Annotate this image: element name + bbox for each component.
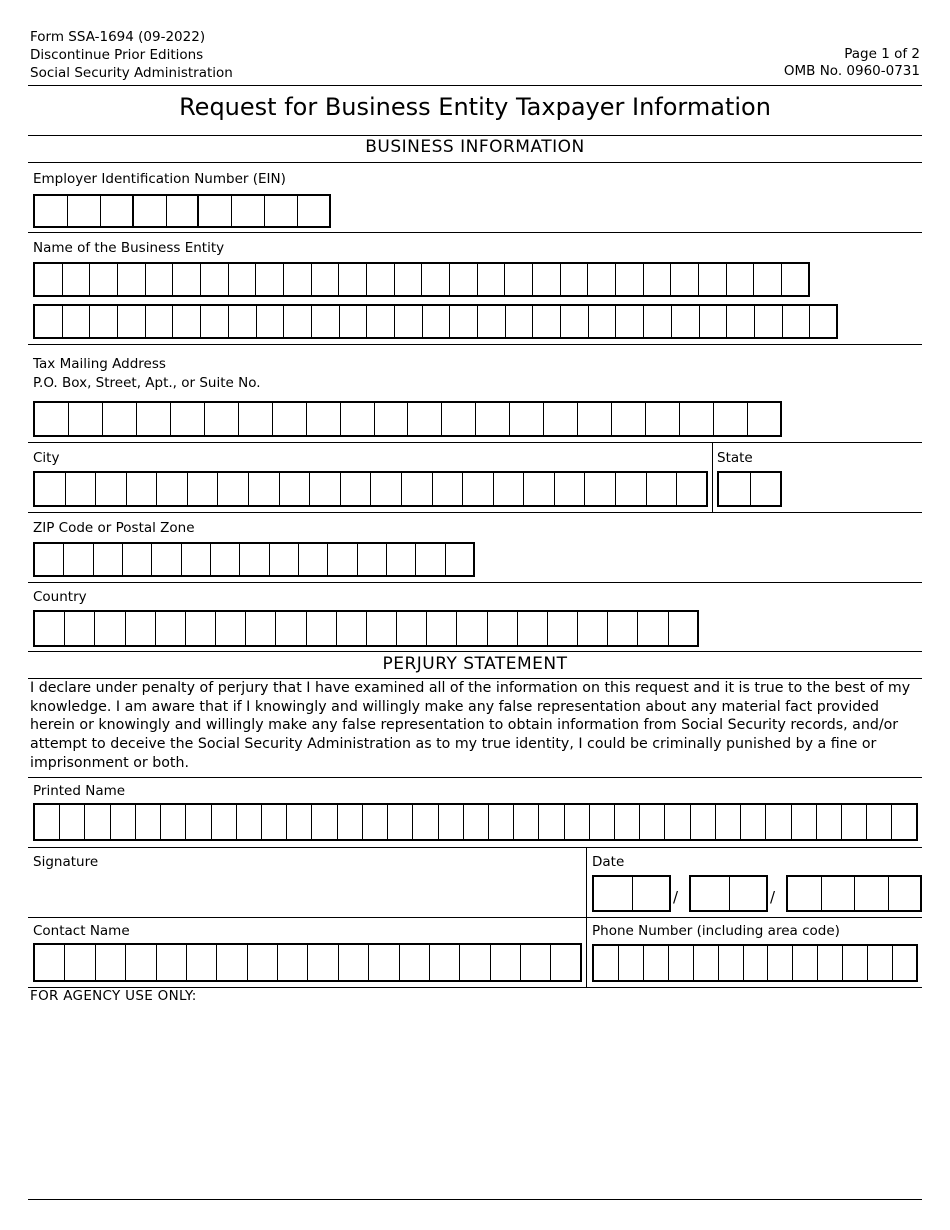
character-box[interactable] xyxy=(450,304,478,339)
character-box[interactable] xyxy=(188,471,219,507)
perjury-statement-heading: PERJURY STATEMENT xyxy=(382,654,568,674)
character-box[interactable] xyxy=(367,262,395,297)
character-box[interactable] xyxy=(256,262,284,297)
character-box[interactable] xyxy=(730,875,769,912)
business-information-heading: BUSINESS INFORMATION xyxy=(365,137,585,157)
character-box[interactable] xyxy=(363,803,388,841)
character-box[interactable] xyxy=(548,610,578,647)
character-box[interactable] xyxy=(205,401,239,437)
date-month-input[interactable] xyxy=(592,875,671,912)
page-number: Page 1 of 2 xyxy=(844,46,920,62)
date-year-input[interactable] xyxy=(786,875,922,912)
character-box[interactable] xyxy=(367,610,397,647)
state-label: State xyxy=(717,450,753,466)
character-box[interactable] xyxy=(748,401,782,437)
city-input[interactable] xyxy=(33,471,708,507)
character-box[interactable] xyxy=(694,944,719,982)
character-box[interactable] xyxy=(299,542,328,577)
character-box[interactable] xyxy=(842,803,867,841)
character-box[interactable] xyxy=(792,803,817,841)
phone-input[interactable] xyxy=(592,944,918,982)
character-box[interactable] xyxy=(585,471,616,507)
character-box[interactable] xyxy=(167,194,200,228)
character-box[interactable] xyxy=(680,401,714,437)
character-box[interactable] xyxy=(35,610,65,647)
character-box[interactable] xyxy=(423,304,451,339)
character-box[interactable] xyxy=(633,875,672,912)
character-box[interactable] xyxy=(427,610,457,647)
character-box[interactable] xyxy=(561,262,589,297)
character-box[interactable] xyxy=(126,610,156,647)
character-box[interactable] xyxy=(68,194,101,228)
character-box[interactable] xyxy=(182,542,211,577)
character-box[interactable] xyxy=(817,803,842,841)
character-box[interactable] xyxy=(310,471,341,507)
business-name-input-line-1[interactable] xyxy=(33,262,810,297)
character-box[interactable] xyxy=(402,471,433,507)
character-box[interactable] xyxy=(395,262,423,297)
character-box[interactable] xyxy=(339,262,367,297)
character-box[interactable] xyxy=(262,803,287,841)
character-box[interactable] xyxy=(478,304,506,339)
character-box[interactable] xyxy=(766,803,791,841)
character-box[interactable] xyxy=(460,943,490,982)
character-box[interactable] xyxy=(565,803,590,841)
character-box[interactable] xyxy=(287,803,312,841)
character-box[interactable] xyxy=(90,304,118,339)
character-box[interactable] xyxy=(388,803,413,841)
character-box[interactable] xyxy=(783,304,811,339)
character-box[interactable] xyxy=(612,401,646,437)
character-box[interactable] xyxy=(239,401,273,437)
character-box[interactable] xyxy=(369,943,399,982)
character-box[interactable] xyxy=(186,803,211,841)
country-input[interactable] xyxy=(33,610,699,647)
address-input[interactable] xyxy=(33,401,782,437)
character-box[interactable] xyxy=(35,542,64,577)
character-box[interactable] xyxy=(782,262,810,297)
character-box[interactable] xyxy=(889,875,923,912)
character-box[interactable] xyxy=(714,401,748,437)
character-box[interactable] xyxy=(868,944,893,982)
character-box[interactable] xyxy=(615,803,640,841)
character-box[interactable] xyxy=(94,542,123,577)
character-box[interactable] xyxy=(312,304,340,339)
city-label: City xyxy=(33,450,60,466)
character-box[interactable] xyxy=(284,262,312,297)
business-name-label: Name of the Business Entity xyxy=(33,240,225,256)
character-box[interactable] xyxy=(307,401,341,437)
character-box[interactable] xyxy=(126,943,156,982)
character-box[interactable] xyxy=(640,803,665,841)
character-box[interactable] xyxy=(476,401,510,437)
character-box[interactable] xyxy=(818,944,843,982)
character-box[interactable] xyxy=(341,401,375,437)
character-box[interactable] xyxy=(521,943,551,982)
character-box[interactable] xyxy=(273,401,307,437)
character-box[interactable] xyxy=(85,803,110,841)
character-box[interactable] xyxy=(843,944,868,982)
character-box[interactable] xyxy=(63,262,91,297)
printed-name-input[interactable] xyxy=(33,803,918,841)
character-box[interactable] xyxy=(240,542,269,577)
character-box[interactable] xyxy=(665,803,690,841)
address-sublabel: P.O. Box, Street, Apt., or Suite No. xyxy=(33,375,261,391)
character-box[interactable] xyxy=(751,471,783,507)
zip-input[interactable] xyxy=(33,542,475,577)
date-separator-2: / xyxy=(770,888,776,906)
character-box[interactable] xyxy=(646,401,680,437)
character-box[interactable] xyxy=(892,803,917,841)
character-box[interactable] xyxy=(338,803,363,841)
character-box[interactable] xyxy=(810,304,838,339)
character-box[interactable] xyxy=(510,401,544,437)
character-box[interactable] xyxy=(249,471,280,507)
character-box[interactable] xyxy=(413,803,438,841)
character-box[interactable] xyxy=(400,943,430,982)
character-box[interactable] xyxy=(672,304,700,339)
character-box[interactable] xyxy=(229,262,257,297)
character-box[interactable] xyxy=(488,610,518,647)
character-box[interactable] xyxy=(35,194,68,228)
character-box[interactable] xyxy=(95,610,125,647)
character-box[interactable] xyxy=(218,471,249,507)
agency-use-label: FOR AGENCY USE ONLY: xyxy=(30,988,197,1004)
character-box[interactable] xyxy=(371,471,402,507)
character-box[interactable] xyxy=(691,803,716,841)
character-box[interactable] xyxy=(156,610,186,647)
character-box[interactable] xyxy=(65,610,95,647)
character-box[interactable] xyxy=(422,262,450,297)
character-box[interactable] xyxy=(489,803,514,841)
character-box[interactable] xyxy=(793,944,818,982)
character-box[interactable] xyxy=(340,304,368,339)
page-title: Request for Business Entity Taxpayer Information xyxy=(179,93,771,121)
character-box[interactable] xyxy=(561,304,589,339)
form-number: Form SSA-1694 (09-2022) xyxy=(30,29,206,45)
character-box[interactable] xyxy=(270,542,299,577)
signature-field[interactable] xyxy=(33,872,581,912)
character-box[interactable] xyxy=(855,875,889,912)
perjury-statement-text: I declare under penalty of perjury that I have examined all of the information on this request and it is true to the best of my knowledge. I am aware that if I knowingly and willingly make any false representation about any material fact provided herein or knowingly and willingly make any false representation to obtain information from Social Security records, and/or attempt to deceive the Social Security Administration as to my true identity, I could be criminally punished by a fine or imprisonment or both. xyxy=(30,680,911,771)
character-box[interactable] xyxy=(35,304,63,339)
character-box[interactable] xyxy=(367,304,395,339)
character-box[interactable] xyxy=(265,194,298,228)
character-box[interactable] xyxy=(506,304,534,339)
character-box[interactable] xyxy=(457,610,487,647)
character-box[interactable] xyxy=(616,471,647,507)
character-box[interactable] xyxy=(246,610,276,647)
character-box[interactable] xyxy=(35,401,69,437)
character-box[interactable] xyxy=(35,803,60,841)
character-box[interactable] xyxy=(450,262,478,297)
character-box[interactable] xyxy=(387,542,416,577)
omb-number: OMB No. 0960-0731 xyxy=(783,63,920,79)
character-box[interactable] xyxy=(669,944,694,982)
character-box[interactable] xyxy=(96,471,127,507)
character-box[interactable] xyxy=(408,401,442,437)
character-box[interactable] xyxy=(171,401,205,437)
character-box[interactable] xyxy=(544,401,578,437)
character-box[interactable] xyxy=(788,875,822,912)
character-box[interactable] xyxy=(187,943,217,982)
character-box[interactable] xyxy=(280,471,311,507)
character-box[interactable] xyxy=(216,610,246,647)
address-label: Tax Mailing Address xyxy=(33,356,166,372)
character-box[interactable] xyxy=(35,471,66,507)
character-box[interactable] xyxy=(358,542,387,577)
character-box[interactable] xyxy=(60,803,85,841)
ein-label: Employer Identification Number (EIN) xyxy=(33,171,286,187)
character-box[interactable] xyxy=(719,944,744,982)
agency-name: Social Security Administration xyxy=(30,65,233,81)
character-box[interactable] xyxy=(65,943,95,982)
character-box[interactable] xyxy=(308,943,338,982)
character-box[interactable] xyxy=(619,944,644,982)
character-box[interactable] xyxy=(186,610,216,647)
character-box[interactable] xyxy=(173,304,201,339)
character-box[interactable] xyxy=(464,803,489,841)
character-box[interactable] xyxy=(754,262,782,297)
character-box[interactable] xyxy=(134,194,167,228)
character-box[interactable] xyxy=(446,542,475,577)
character-box[interactable] xyxy=(744,944,769,982)
character-box[interactable] xyxy=(716,803,741,841)
character-box[interactable] xyxy=(217,943,247,982)
character-box[interactable] xyxy=(341,471,372,507)
character-box[interactable] xyxy=(101,194,134,228)
date-separator-1: / xyxy=(673,888,679,906)
character-box[interactable] xyxy=(146,262,174,297)
character-box[interactable] xyxy=(768,944,793,982)
character-box[interactable] xyxy=(248,943,278,982)
character-box[interactable] xyxy=(699,262,727,297)
character-box[interactable] xyxy=(616,262,644,297)
character-box[interactable] xyxy=(416,542,445,577)
character-box[interactable] xyxy=(589,304,617,339)
character-box[interactable] xyxy=(644,304,672,339)
character-box[interactable] xyxy=(594,944,619,982)
character-box[interactable] xyxy=(339,943,369,982)
character-box[interactable] xyxy=(638,610,668,647)
character-box[interactable] xyxy=(173,262,201,297)
agency-use-area xyxy=(30,1008,920,1193)
character-box[interactable] xyxy=(727,304,755,339)
character-box[interactable] xyxy=(755,304,783,339)
character-box[interactable] xyxy=(211,542,240,577)
character-box[interactable] xyxy=(278,943,308,982)
date-label: Date xyxy=(592,854,625,870)
signature-label: Signature xyxy=(33,854,99,870)
character-box[interactable] xyxy=(395,304,423,339)
character-box[interactable] xyxy=(103,401,137,437)
character-box[interactable] xyxy=(127,471,158,507)
character-box[interactable] xyxy=(533,262,561,297)
character-box[interactable] xyxy=(375,401,409,437)
character-box[interactable] xyxy=(590,803,615,841)
character-box[interactable] xyxy=(741,803,766,841)
character-box[interactable] xyxy=(822,875,856,912)
character-box[interactable] xyxy=(90,262,118,297)
character-box[interactable] xyxy=(111,803,136,841)
character-box[interactable] xyxy=(284,304,312,339)
character-box[interactable] xyxy=(430,943,460,982)
character-box[interactable] xyxy=(505,262,533,297)
character-box[interactable] xyxy=(157,943,187,982)
zip-label: ZIP Code or Postal Zone xyxy=(33,520,195,536)
character-box[interactable] xyxy=(257,304,285,339)
character-box[interactable] xyxy=(644,944,669,982)
character-box[interactable] xyxy=(555,471,586,507)
character-box[interactable] xyxy=(35,943,65,982)
character-box[interactable] xyxy=(312,262,340,297)
character-box[interactable] xyxy=(69,401,103,437)
character-box[interactable] xyxy=(647,471,678,507)
character-box[interactable] xyxy=(551,943,581,982)
character-box[interactable] xyxy=(727,262,755,297)
character-box[interactable] xyxy=(433,471,464,507)
character-box[interactable] xyxy=(719,471,751,507)
contact-name-input[interactable] xyxy=(33,943,582,982)
character-box[interactable] xyxy=(118,262,146,297)
character-box[interactable] xyxy=(442,401,476,437)
character-box[interactable] xyxy=(123,542,152,577)
character-box[interactable] xyxy=(152,542,181,577)
character-box[interactable] xyxy=(136,803,161,841)
character-box[interactable] xyxy=(212,803,237,841)
character-box[interactable] xyxy=(161,803,186,841)
character-box[interactable] xyxy=(594,875,633,912)
discontinue-note: Discontinue Prior Editions xyxy=(30,47,204,63)
character-box[interactable] xyxy=(478,262,506,297)
character-box[interactable] xyxy=(539,803,564,841)
character-box[interactable] xyxy=(237,803,262,841)
contact-name-label: Contact Name xyxy=(33,923,130,939)
character-box[interactable] xyxy=(518,610,548,647)
character-box[interactable] xyxy=(616,304,644,339)
character-box[interactable] xyxy=(276,610,306,647)
business-name-input-line-2[interactable] xyxy=(33,304,838,339)
character-box[interactable] xyxy=(578,610,608,647)
character-box[interactable] xyxy=(677,471,708,507)
character-box[interactable] xyxy=(64,542,93,577)
printed-name-label: Printed Name xyxy=(33,783,126,799)
character-box[interactable] xyxy=(307,610,337,647)
character-box[interactable] xyxy=(201,304,229,339)
character-box[interactable] xyxy=(137,401,171,437)
character-box[interactable] xyxy=(337,610,367,647)
character-box[interactable] xyxy=(669,610,699,647)
character-box[interactable] xyxy=(644,262,672,297)
character-box[interactable] xyxy=(524,471,555,507)
character-box[interactable] xyxy=(157,471,188,507)
country-label: Country xyxy=(33,589,87,605)
character-box[interactable] xyxy=(439,803,464,841)
state-input[interactable] xyxy=(717,471,782,507)
character-box[interactable] xyxy=(588,262,616,297)
character-box[interactable] xyxy=(146,304,174,339)
character-box[interactable] xyxy=(35,262,63,297)
character-box[interactable] xyxy=(66,471,97,507)
character-box[interactable] xyxy=(893,944,918,982)
character-box[interactable] xyxy=(514,803,539,841)
character-box[interactable] xyxy=(312,803,337,841)
phone-label: Phone Number (including area code) xyxy=(592,923,840,939)
character-box[interactable] xyxy=(118,304,146,339)
character-box[interactable] xyxy=(691,875,730,912)
character-box[interactable] xyxy=(867,803,892,841)
character-box[interactable] xyxy=(63,304,91,339)
date-day-input[interactable] xyxy=(689,875,768,912)
character-box[interactable] xyxy=(494,471,525,507)
character-box[interactable] xyxy=(96,943,126,982)
character-box[interactable] xyxy=(232,194,265,228)
character-box[interactable] xyxy=(608,610,638,647)
character-box[interactable] xyxy=(671,262,699,297)
character-box[interactable] xyxy=(700,304,728,339)
character-box[interactable] xyxy=(463,471,494,507)
character-box[interactable] xyxy=(328,542,357,577)
character-box[interactable] xyxy=(199,194,232,228)
ein-input[interactable] xyxy=(33,194,331,228)
character-box[interactable] xyxy=(578,401,612,437)
character-box[interactable] xyxy=(491,943,521,982)
character-box[interactable] xyxy=(533,304,561,339)
character-box[interactable] xyxy=(298,194,331,228)
character-box[interactable] xyxy=(397,610,427,647)
character-box[interactable] xyxy=(229,304,257,339)
character-box[interactable] xyxy=(201,262,229,297)
